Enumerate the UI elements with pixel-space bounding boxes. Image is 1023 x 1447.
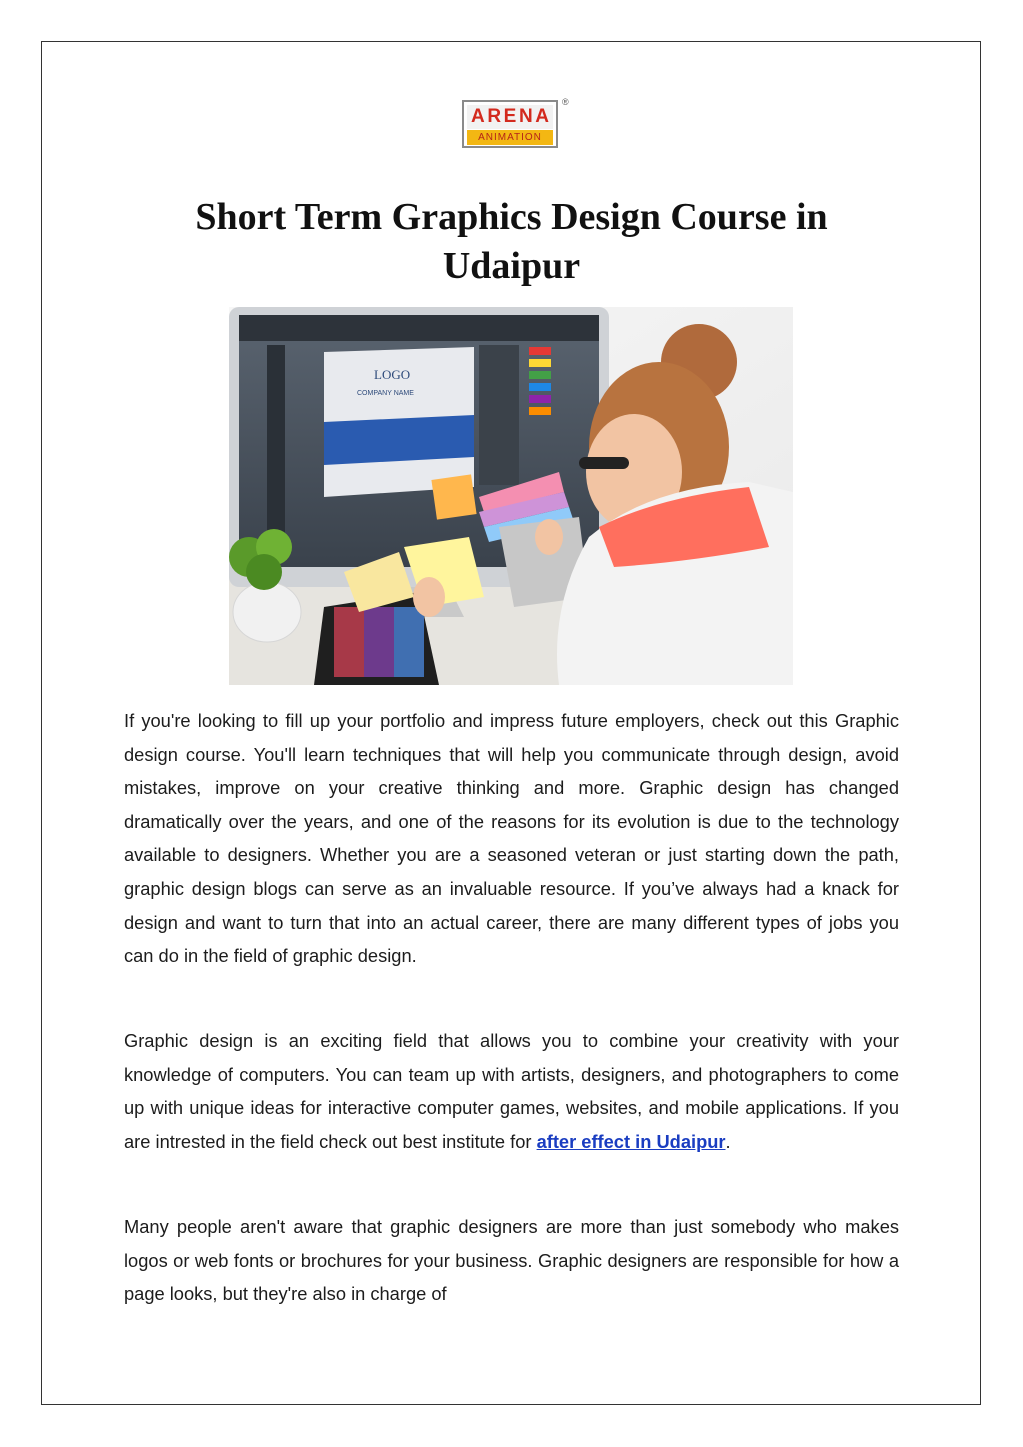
registered-mark: ® bbox=[562, 97, 569, 107]
logo-letter: R bbox=[487, 106, 502, 127]
screen-logo-text: LOGO bbox=[374, 367, 411, 382]
paragraph-graphic-design bbox=[124, 1024, 899, 1158]
arena-animation-logo bbox=[462, 100, 558, 148]
logo-letter: A bbox=[535, 106, 549, 127]
hero-image-designer-at-computer bbox=[229, 307, 793, 685]
hero-illustration bbox=[229, 307, 793, 685]
paragraph-text-end: . bbox=[725, 1130, 731, 1152]
logo-frame bbox=[462, 100, 558, 148]
logo-letter: A bbox=[471, 106, 485, 127]
page-title: Short Term Graphics Design Course in Udaipur bbox=[195, 196, 828, 287]
paragraph-intro: If you're looking to fill up your portfolio and impress future employers, check out this Graphic design course. You'll learn techniques that will help you communicate through design, avoid mistakes, improve on your creative thinking and more. Graphic design has changed dramatically over the years, and one of the reasons for its evolution is due to the technology available to designers. Whether you are a seasoned veteran or just starting down the path, graphic design blogs can serve as an invaluable resource. If you’ve always had a knack for design and want to turn that into an actual career, there are many different types of jobs you can do in the field of graphic design. bbox=[124, 710, 899, 967]
color-grid bbox=[334, 607, 424, 677]
logo-letter: N bbox=[518, 106, 533, 127]
logo-letter: E bbox=[503, 106, 517, 127]
screen-company-text: COMPANY NAME bbox=[357, 390, 414, 397]
after-effect-udaipur-link[interactable]: after effect in Udaipur bbox=[536, 1130, 726, 1152]
paragraph-designers-role: Many people aren't aware that graphic designers are more than just somebody who makes logos or web fonts or brochures for your business. Graphic designers are responsible for how a page looks, but they're also in charge of bbox=[124, 1216, 899, 1305]
logo-wordmark bbox=[467, 105, 553, 129]
paragraph-text: Graphic design is an exciting field that allows you to combine your creativity with your knowledge of computers. You can team up with artists, designers, and photographers to come up with unique ideas for interactive computer games, websites, and mobile applications. If you are intrested in the field check out best institute for bbox=[124, 1030, 899, 1152]
logo-subtitle: ANIMATION bbox=[467, 130, 553, 145]
